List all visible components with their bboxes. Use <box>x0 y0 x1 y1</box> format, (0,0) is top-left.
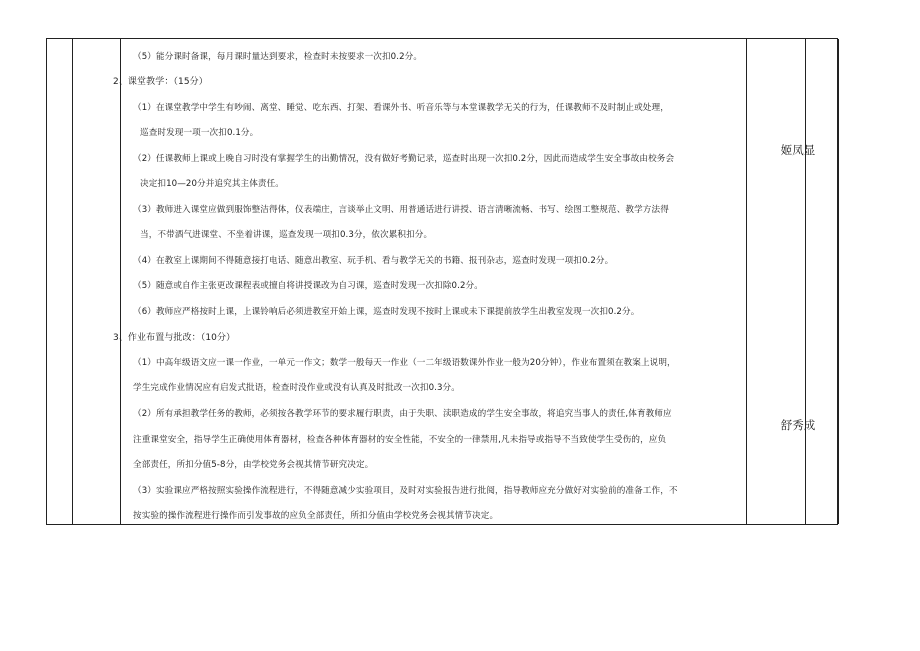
rule-line: （6）教师应严格按时上课，上课铃响后必须进教室开始上课，巡查时发现不按时上课或未下课提前放学生出教室发现一次扣0.2分。 <box>133 307 640 317</box>
rule-line: 学生完成作业情况应有启发式批语，检查时没作业或没有认真及时批改一次扣0.3分。 <box>133 383 460 393</box>
responsible-person: 舒秀成 <box>780 418 816 432</box>
rule-line: （3）实验课应严格按照实验操作流程进行，不得随意减少实验项目，及时对实验报告进行批阅，指导教师应充分做好对实验前的准备工作，不 <box>133 486 678 496</box>
column-divider <box>805 39 806 524</box>
column-divider <box>838 39 839 524</box>
column-divider <box>746 39 747 524</box>
rule-line: 全部责任，所扣分值5-8分，由学校党务会视其情节研究决定。 <box>133 460 374 470</box>
rule-line: 巡查时发现一项一次扣0.1分。 <box>140 128 259 138</box>
rule-line: 决定扣10—20分并追究其主体责任。 <box>140 179 284 189</box>
table-frame <box>46 38 838 525</box>
rule-line: （3）教师进入课堂应做到服饰整洁得体，仪表端庄，言谈举止文明、用普通话进行讲授、语言清晰流畅、书写、绘图工整规范、教学方法得 <box>133 205 669 215</box>
rule-line: （5）能分课时备课，每月课时量达到要求，检查时未按要求一次扣0.2分。 <box>133 52 423 62</box>
section-heading: 3、作业布置与批改：（10分） <box>113 333 236 343</box>
rule-line: （2）所有承担教学任务的教师，必须按各教学环节的要求履行职责，由于失职、渎职造成的学生安全事故，将追究当事人的责任,体育教师应 <box>133 409 672 419</box>
column-divider <box>72 39 73 524</box>
rule-line: （1）在课堂教学中学生有吵闹、离堂、睡觉、吃东西、打架、看课外书、听音乐等与本堂课教学无关的行为，任课教师不及时制止或处理， <box>133 103 669 113</box>
rule-line: （1）中高年级语文应一课一作业，一单元一作文；数学一般每天一作业（一二年级语数课外作业一般为20分钟），作业布置须在教案上说明， <box>133 358 676 368</box>
rule-line: （2）任课教师上课或上晚自习时没有掌握学生的出勤情况，没有做好考勤记录，巡查时出现一次扣0.2分，因此而造成学生安全事故由校务会 <box>133 154 675 164</box>
rule-line: 按实验的操作流程进行操作而引发事故的应负全部责任，所扣分值由学校党务会视其情节决定。 <box>133 511 499 521</box>
column-divider <box>120 39 121 524</box>
responsible-person: 姬凤显 <box>780 143 816 157</box>
rule-line: 当，不带酒气进课堂、不坐着讲课，巡查发现一项扣0.3分，依次累积扣分。 <box>140 230 433 240</box>
rule-line: 注重课堂安全，指导学生正确使用体育器材，检查各种体育器材的安全性能，不安全的一律禁用,凡未指导或指导不当致使学生受伤的，应负 <box>133 435 667 445</box>
rule-line: （5）随意或自作主张更改课程表或擅自将讲授课改为自习课，巡查时发现一次扣除0.2分。 <box>133 281 483 291</box>
section-heading: 2、课堂教学：（15分） <box>113 77 208 87</box>
rule-line: （4）在教室上课期间不得随意接打电话、随意出教室、玩手机、看与教学无关的书籍、报刊杂志，巡查时发现一项扣0.2分。 <box>133 256 614 266</box>
